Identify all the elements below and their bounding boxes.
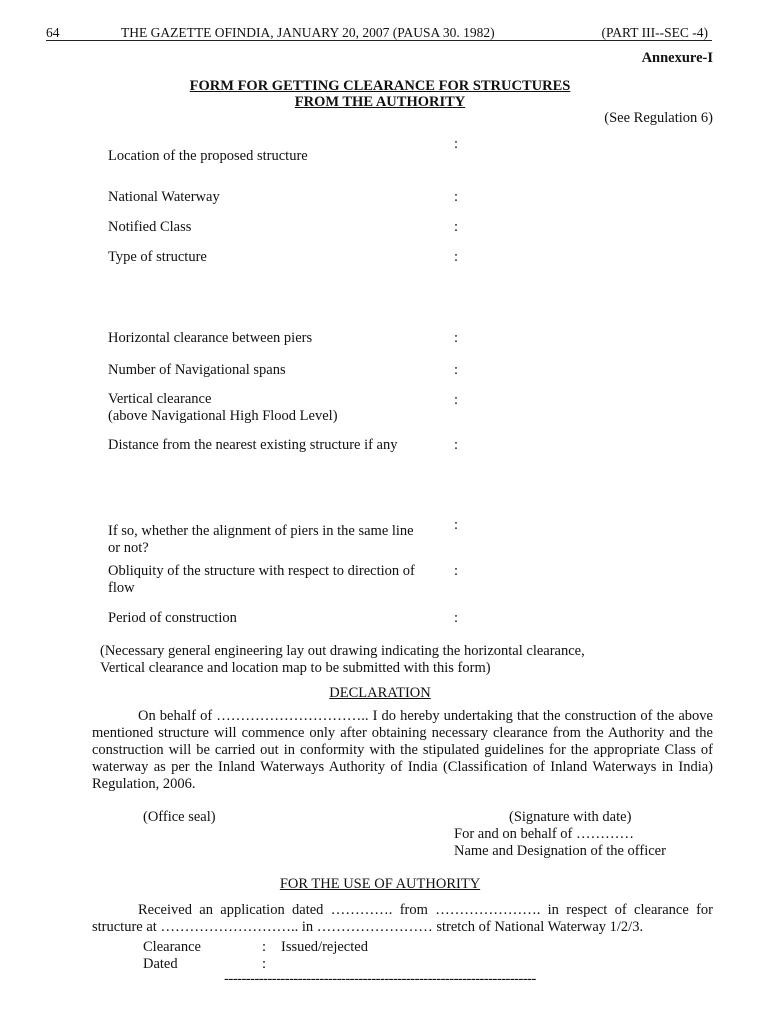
field-label-vertical-clearance: Vertical clearance bbox=[108, 391, 212, 407]
field-label-obliquity-cont: flow bbox=[108, 580, 135, 596]
field-label-location: Location of the proposed structure bbox=[108, 148, 308, 164]
name-designation-label: Name and Designation of the officer bbox=[454, 843, 666, 859]
field-label-national-waterway: National Waterway bbox=[108, 189, 220, 205]
field-label-navigational-spans: Number of Navigational spans bbox=[108, 362, 286, 378]
gazette-part: (PART III--SEC -4) bbox=[601, 25, 708, 40]
field-label-type-of-structure: Type of structure bbox=[108, 249, 207, 265]
field-label-obliquity: Obliquity of the structure with respect to direction of bbox=[108, 563, 415, 579]
authority-text: Received an application dated …………. from …………………. in respect of clearance for structure at ……………………….. in …………………… stretch of National Waterway 1/2/3. bbox=[92, 902, 713, 935]
authority-heading: FOR THE USE OF AUTHORITY bbox=[279, 876, 481, 892]
form-title-line1: FORM FOR GETTING CLEARANCE FOR STRUCTURES bbox=[189, 78, 571, 94]
declaration-heading: DECLARATION bbox=[329, 685, 431, 701]
declaration-text: On behalf of ………………………….. I do hereby undertaking that the construction of the above mentioned structure will commence only after obtaining necessary clearance from the Authority and the construction will be carried out in conformity with the stipulated guidelines for the appropriate Class of waterway as per the Inland Waterways Authority of India (Classification of Inland Waterways in India) Regulation, 2006. bbox=[92, 708, 713, 792]
field-colon-notified-class: : bbox=[454, 219, 459, 235]
field-colon-vertical-clearance: : bbox=[454, 392, 459, 408]
field-colon-national-waterway: : bbox=[454, 189, 459, 205]
dated-colon: : bbox=[262, 956, 267, 972]
regulation-reference: (See Regulation 6) bbox=[604, 110, 713, 126]
field-colon-horizontal-clearance: : bbox=[454, 330, 459, 346]
field-colon-nearest-structure: : bbox=[454, 437, 459, 453]
field-label-pier-alignment-cont: or not? bbox=[108, 540, 149, 556]
signature-label: (Signature with date) bbox=[509, 809, 632, 825]
field-label-period-of-construction: Period of construction bbox=[108, 610, 237, 626]
header-rule bbox=[46, 40, 712, 41]
note-line2: Vertical clearance and location map to be submitted with this form) bbox=[100, 660, 491, 676]
gazette-title: THE GAZETTE OFINDIA, JANUARY 20, 2007 (PAUSA 30. 1982) bbox=[121, 25, 495, 40]
note-line1: (Necessary general engineering lay out drawing indicating the horizontal clearance, bbox=[100, 643, 585, 659]
clearance-colon: : bbox=[262, 939, 267, 955]
field-colon-pier-alignment: : bbox=[454, 517, 459, 533]
clearance-value: Issued/rejected bbox=[281, 939, 368, 955]
field-label-notified-class: Notified Class bbox=[108, 219, 192, 235]
clearance-label: Clearance bbox=[143, 939, 201, 955]
field-colon-navigational-spans: : bbox=[454, 362, 459, 378]
field-label-vertical-clearance-note: (above Navigational High Flood Level) bbox=[108, 408, 338, 424]
form-title-line2: FROM THE AUTHORITY bbox=[294, 94, 466, 110]
footer-rule: ------------------------------------------------------------------------ bbox=[224, 971, 536, 987]
field-label-horizontal-clearance: Horizontal clearance between piers bbox=[108, 330, 313, 346]
office-seal-label: (Office seal) bbox=[143, 809, 216, 825]
annexure-label: Annexure-I bbox=[641, 50, 713, 66]
dated-label: Dated bbox=[143, 956, 178, 972]
field-colon-period-of-construction: : bbox=[454, 610, 459, 626]
field-colon-type-of-structure: : bbox=[454, 249, 459, 265]
field-colon-obliquity: : bbox=[454, 563, 459, 579]
field-label-nearest-structure: Distance from the nearest existing structure if any bbox=[108, 437, 398, 453]
on-behalf-line: For and on behalf of ………… bbox=[454, 826, 635, 842]
page-number: 64 bbox=[46, 25, 60, 40]
field-label-pier-alignment: If so, whether the alignment of piers in the same line bbox=[108, 523, 414, 539]
field-colon-location: : bbox=[454, 136, 459, 152]
